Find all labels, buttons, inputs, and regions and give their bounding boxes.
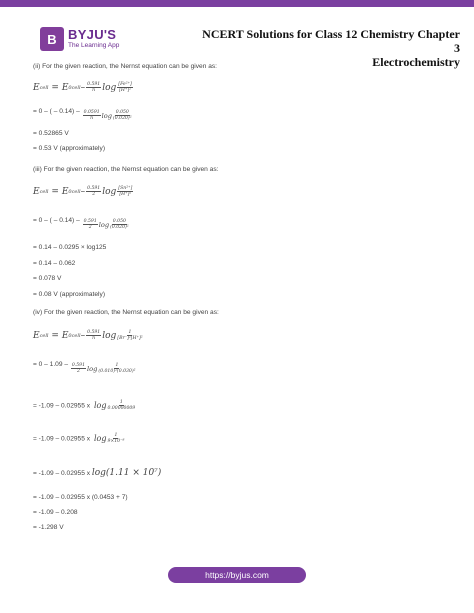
- frac-den: 0.00000009: [107, 406, 136, 411]
- eq-sign: =: [51, 330, 59, 341]
- nernst-equation-iv: E cell = E 0 cell – $\frac{0.591}{n}$ log $\frac{1}{\text{[Br⁻]²[H⁺]²}}$: [33, 330, 143, 341]
- e0-sup: 0: [68, 332, 72, 339]
- log-fraction: [98, 363, 135, 374]
- frac-den: [Br⁻]²[H⁺]²: [117, 336, 143, 341]
- part-iv-result-2: = -1.09 – 0.208: [33, 509, 78, 516]
- part-iv-step2: [33, 400, 136, 411]
- part-ii-result-1: = 0.52865 V: [33, 130, 69, 137]
- e-cell-0: E: [61, 82, 69, 93]
- fraction: [83, 219, 98, 230]
- logo-mark: B: [40, 27, 64, 51]
- log-text: log: [102, 186, 117, 197]
- log-text: log: [101, 111, 112, 120]
- log-fraction: [107, 433, 124, 444]
- log-text: log: [87, 364, 98, 373]
- frac-den: (0.020)²: [110, 225, 129, 230]
- log-text: log: [93, 434, 107, 443]
- log-fraction: [107, 400, 135, 411]
- frac-den: n: [90, 116, 94, 121]
- frac-num: 0.0591: [83, 110, 100, 115]
- frac-num: 1: [128, 330, 132, 335]
- footer-url-link[interactable]: https://byjus.com: [168, 567, 306, 583]
- frac-num: 1: [114, 433, 118, 438]
- cell-sub: cell: [71, 332, 81, 339]
- step-prefix: = -1.09 – 0.02955 x: [33, 470, 91, 477]
- step-prefix: = 0 – 1.09 –: [33, 361, 69, 368]
- part-iv-result-3: = -1.298 V: [33, 524, 64, 531]
- part-ii-result-2: = 0.53 V (approximately): [33, 145, 106, 152]
- cell-sub: cell: [39, 188, 49, 195]
- eq-sign: =: [51, 82, 59, 93]
- frac-num: 0.591: [71, 363, 86, 368]
- cell-sub: cell: [39, 84, 49, 91]
- logo-text: [68, 28, 119, 50]
- frac-den: 2: [76, 369, 80, 374]
- log-text: log: [98, 220, 110, 229]
- frac-num: 0.591: [87, 186, 101, 191]
- frac-den: n: [92, 88, 96, 93]
- frac-num: 0.591: [83, 219, 97, 224]
- e-cell: E: [33, 82, 40, 93]
- e0-sup: 0: [68, 84, 72, 91]
- part-iv-step3: [33, 433, 125, 444]
- page-title: [200, 27, 460, 69]
- nernst-equation-iii: E cell = E 0 cell – $\frac{0.591}{2}$ log $\frac{\text{[Sn²⁺]}}{\text{[H⁺]²}}$: [33, 186, 133, 197]
- part-ii-intro: (ii) For the given reaction, the Nernst equation can be given as:: [33, 63, 217, 70]
- logo-name: BYJU'S: [68, 27, 117, 43]
- logo-tagline: The Learning App: [68, 42, 120, 50]
- part-iv-step4: [33, 468, 161, 478]
- step-prefix: = 0 – ( – 0.14) –: [33, 108, 80, 115]
- frac-den: (0.010)²(0.030)²: [98, 369, 136, 374]
- e-cell-0: E: [61, 186, 69, 197]
- log-expression: log(1.11 × 10⁷): [91, 468, 162, 478]
- frac-den: 2: [92, 192, 96, 197]
- part-iii-step1: [33, 217, 130, 230]
- frac-num: 0.591: [87, 82, 101, 87]
- fraction: [86, 330, 101, 341]
- eq-sign: =: [51, 186, 59, 197]
- e-cell: E: [33, 330, 40, 341]
- log-text: log: [102, 330, 117, 341]
- step-prefix: = 0 – ( – 0.14) –: [33, 217, 80, 224]
- fraction: [71, 363, 86, 374]
- part-iii-result-4: = 0.08 V (approximately): [33, 291, 106, 298]
- frac-den: [H⁺]²: [119, 88, 131, 93]
- part-iv-intro: (iv) For the given reaction, the Nernst equation can be given as:: [33, 309, 219, 316]
- frac-den: 9×10⁻⁸: [107, 439, 125, 444]
- frac-den: [H⁺]²: [119, 192, 132, 197]
- step-prefix: = -1.09 – 0.02955 x: [33, 435, 91, 443]
- e-cell-0: E: [61, 330, 69, 341]
- part-iii-result-2: = 0.14 – 0.062: [33, 260, 76, 267]
- frac-num: 1: [115, 363, 119, 368]
- log-fraction: [113, 110, 132, 121]
- cell-sub: cell: [39, 332, 49, 339]
- step-prefix: = -1.09 – 0.02955 x: [33, 402, 91, 410]
- e0-sup: 0: [68, 188, 72, 195]
- fraction: [86, 82, 101, 93]
- nernst-equation-ii: E cell = E 0 cell – $\frac{0.591}{n}$ log $\frac{\text{[Fe²⁺]}}{\text{[H⁺]²}}$: [33, 82, 132, 93]
- part-iii-result-1: = 0.14 – 0.0295 × log125: [33, 244, 107, 251]
- part-ii-step1: [33, 108, 133, 121]
- frac-num: 1: [119, 400, 123, 405]
- e-cell: E: [33, 186, 40, 197]
- fraction: [83, 110, 101, 121]
- cell-sub: cell: [71, 84, 81, 91]
- title-line-1: NCERT Solutions for Class 12 Chemistry Chapter 3: [202, 27, 460, 55]
- frac-den: (0.020)²: [112, 116, 132, 121]
- part-iii-result-3: = 0.078 V: [33, 275, 62, 282]
- frac-num: 0.050: [115, 110, 129, 115]
- log-fraction: [117, 330, 142, 341]
- byjus-logo[interactable]: [40, 25, 126, 53]
- frac-den: n: [92, 336, 96, 341]
- frac-num: [Sn²⁺]: [118, 186, 133, 191]
- log-fraction: [117, 186, 133, 197]
- log-text: log: [93, 401, 107, 410]
- part-iv-result-1: = -1.09 – 0.02955 x (0.0453 + 7): [33, 494, 128, 501]
- frac-num: 0.591: [87, 330, 101, 335]
- log-text: log: [102, 82, 117, 93]
- title-line-2: Electrochemistry: [372, 55, 460, 69]
- log-fraction: [117, 82, 133, 93]
- fraction: [86, 186, 101, 197]
- frac-den: 2: [88, 225, 92, 230]
- cell-sub: cell: [71, 188, 81, 195]
- frac-num: 0.050: [112, 219, 126, 224]
- top-accent-bar: [0, 0, 474, 7]
- part-iii-intro: (iii) For the given reaction, the Nernst equation can be given as:: [33, 166, 219, 173]
- part-iv-step1: [33, 361, 136, 374]
- log-fraction: [110, 219, 129, 230]
- frac-num: [Fe²⁺]: [118, 82, 132, 87]
